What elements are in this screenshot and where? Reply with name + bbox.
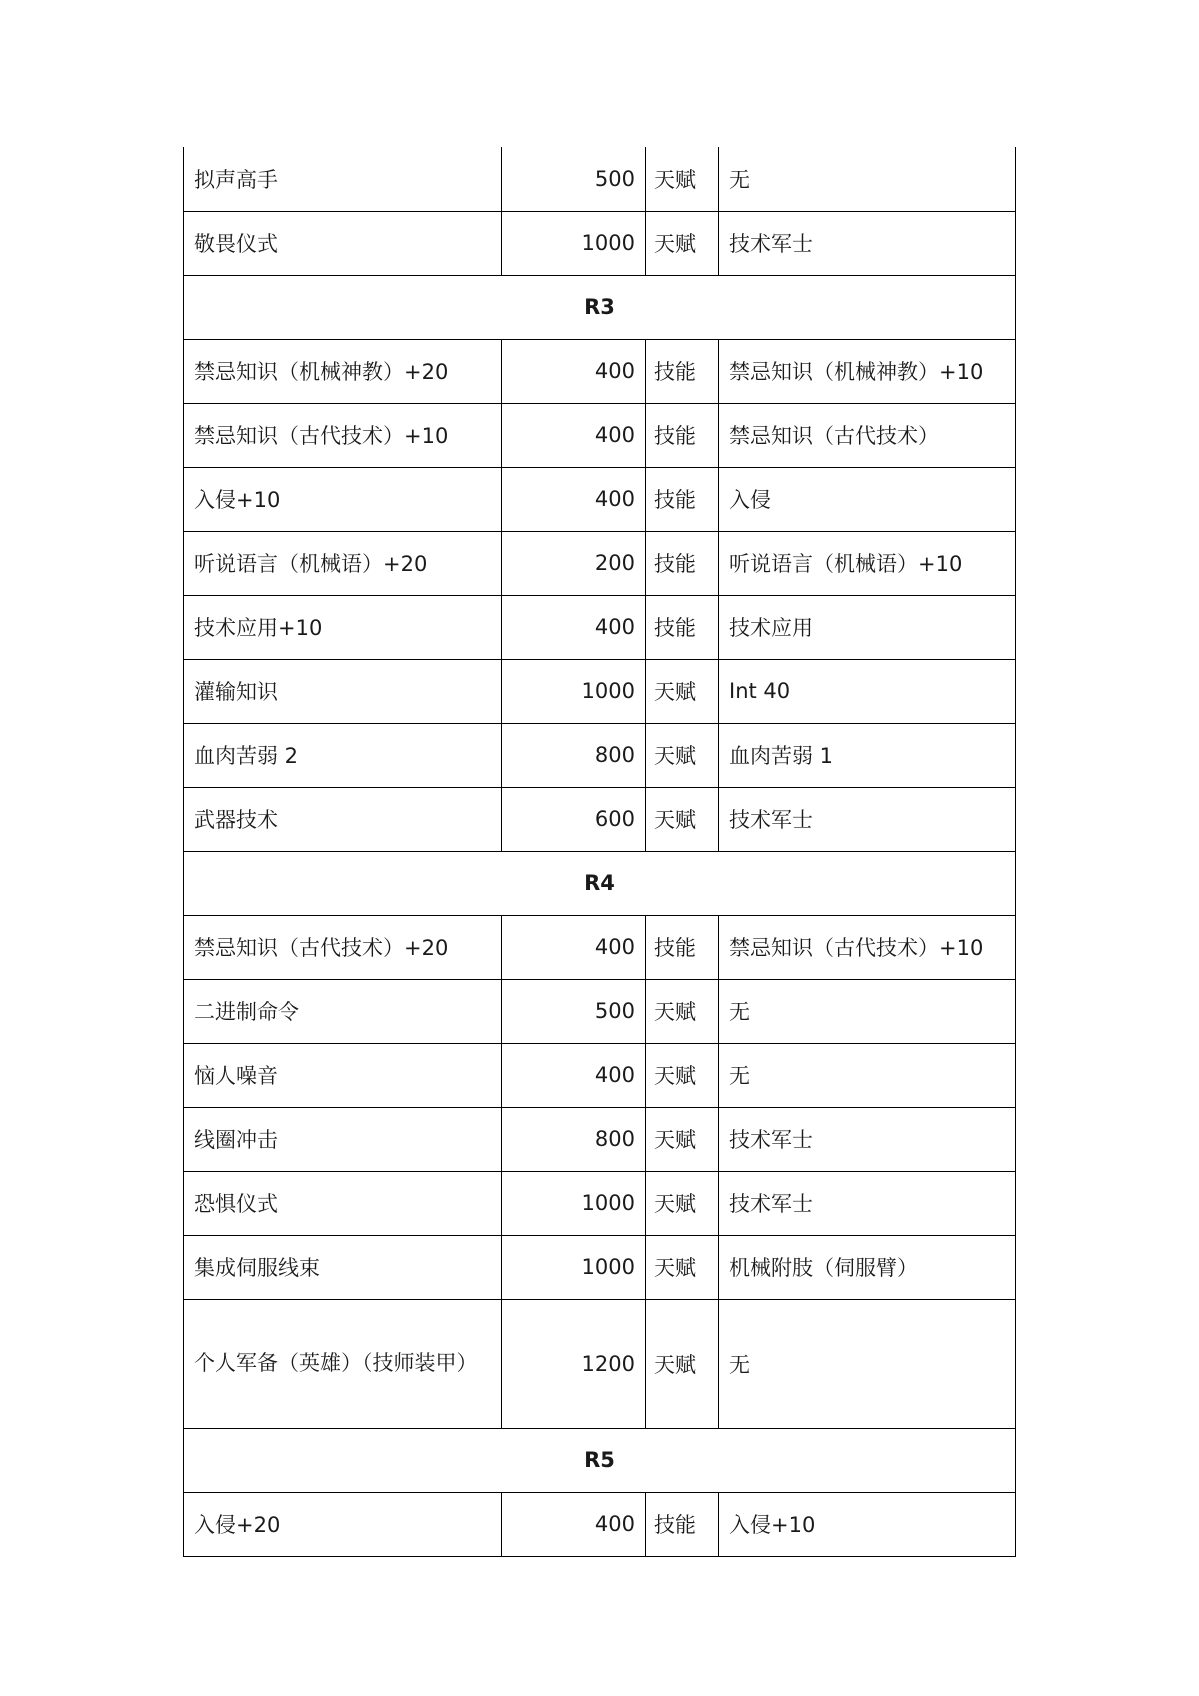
prerequisite-cell: 禁忌知识（机械神教）+10 <box>719 339 1016 403</box>
type-cell: 技能 <box>646 1492 719 1556</box>
prerequisite-cell: 听说语言（机械语）+10 <box>719 531 1016 595</box>
cost-cell: 800 <box>502 1107 646 1171</box>
table-row <box>184 723 1016 787</box>
prerequisite-cell: 技术军士 <box>719 211 1016 275</box>
rank-label: R4 <box>184 851 1016 915</box>
advance-name-cell: 二进制命令 <box>184 979 502 1043</box>
prerequisite-cell: 禁忌知识（古代技术）+10 <box>719 915 1016 979</box>
type-cell: 天赋 <box>646 1171 719 1235</box>
table-row <box>184 403 1016 467</box>
prerequisite-cell: 无 <box>719 1043 1016 1107</box>
type-cell: 天赋 <box>646 979 719 1043</box>
table-row <box>184 979 1016 1043</box>
prerequisite-cell: 技术军士 <box>719 787 1016 851</box>
type-cell: 天赋 <box>646 723 719 787</box>
prerequisite-cell: 禁忌知识（古代技术） <box>719 403 1016 467</box>
type-cell: 技能 <box>646 915 719 979</box>
type-cell: 技能 <box>646 403 719 467</box>
cost-cell: 500 <box>502 147 646 211</box>
advance-name-cell: 恐惧仪式 <box>184 1171 502 1235</box>
type-cell: 天赋 <box>646 1235 719 1299</box>
rank-header-row <box>184 851 1016 915</box>
rank-label: R5 <box>184 1428 1016 1492</box>
advance-name-cell: 入侵+20 <box>184 1492 502 1556</box>
cost-cell: 1200 <box>502 1299 646 1428</box>
advance-name-cell: 恼人噪音 <box>184 1043 502 1107</box>
table-row <box>184 339 1016 403</box>
type-cell: 天赋 <box>646 1107 719 1171</box>
cost-cell: 400 <box>502 595 646 659</box>
advance-name-cell: 武器技术 <box>184 787 502 851</box>
type-cell: 技能 <box>646 467 719 531</box>
type-cell: 天赋 <box>646 787 719 851</box>
advance-name-cell: 技术应用+10 <box>184 595 502 659</box>
type-cell: 技能 <box>646 339 719 403</box>
advance-name-cell: 禁忌知识（古代技术）+20 <box>184 915 502 979</box>
table-row <box>184 531 1016 595</box>
type-cell: 天赋 <box>646 1299 719 1428</box>
type-cell: 天赋 <box>646 659 719 723</box>
advance-name-cell: 线圈冲击 <box>184 1107 502 1171</box>
cost-cell: 400 <box>502 915 646 979</box>
cost-cell: 1000 <box>502 1171 646 1235</box>
table-row <box>184 1235 1016 1299</box>
table-row <box>184 787 1016 851</box>
rank-label: R3 <box>184 275 1016 339</box>
type-cell: 天赋 <box>646 211 719 275</box>
prerequisite-cell: 技术军士 <box>719 1107 1016 1171</box>
table-row <box>184 1107 1016 1171</box>
advance-name-cell: 灌输知识 <box>184 659 502 723</box>
rank-header-row <box>184 275 1016 339</box>
advance-name-cell: 血肉苦弱 2 <box>184 723 502 787</box>
prerequisite-cell: 无 <box>719 1299 1016 1428</box>
table-row <box>184 1171 1016 1235</box>
prerequisite-cell: Int 40 <box>719 659 1016 723</box>
type-cell: 天赋 <box>646 1043 719 1107</box>
cost-cell: 400 <box>502 339 646 403</box>
advance-name-cell: 入侵+10 <box>184 467 502 531</box>
cost-cell: 400 <box>502 403 646 467</box>
table-row <box>184 915 1016 979</box>
prerequisite-cell: 入侵 <box>719 467 1016 531</box>
table-row <box>184 147 1016 211</box>
advance-name-cell: 集成伺服线束 <box>184 1235 502 1299</box>
cost-cell: 800 <box>502 723 646 787</box>
advance-name-cell: 敬畏仪式 <box>184 211 502 275</box>
table-row <box>184 211 1016 275</box>
advance-name-cell: 听说语言（机械语）+20 <box>184 531 502 595</box>
table-row <box>184 1299 1016 1428</box>
cost-cell: 200 <box>502 531 646 595</box>
table-row <box>184 1043 1016 1107</box>
cost-cell: 400 <box>502 467 646 531</box>
cost-cell: 1000 <box>502 1235 646 1299</box>
advance-table <box>183 147 1016 1557</box>
cost-cell: 400 <box>502 1043 646 1107</box>
cost-cell: 400 <box>502 1492 646 1556</box>
prerequisite-cell: 技术军士 <box>719 1171 1016 1235</box>
cost-cell: 500 <box>502 979 646 1043</box>
table-row <box>184 1492 1016 1556</box>
cost-cell: 1000 <box>502 659 646 723</box>
rank-header-row <box>184 1428 1016 1492</box>
prerequisite-cell: 无 <box>719 979 1016 1043</box>
prerequisite-cell: 技术应用 <box>719 595 1016 659</box>
advance-name-cell: 禁忌知识（古代技术）+10 <box>184 403 502 467</box>
cost-cell: 1000 <box>502 211 646 275</box>
advance-name-cell: 拟声高手 <box>184 147 502 211</box>
prerequisite-cell: 血肉苦弱 1 <box>719 723 1016 787</box>
prerequisite-cell: 无 <box>719 147 1016 211</box>
advance-table-body <box>184 147 1016 1556</box>
type-cell: 天赋 <box>646 147 719 211</box>
advance-name-cell: 个人军备（英雄）（技师装甲） <box>184 1299 502 1428</box>
type-cell: 技能 <box>646 531 719 595</box>
prerequisite-cell: 机械附肢（伺服臂） <box>719 1235 1016 1299</box>
table-row <box>184 467 1016 531</box>
table-row <box>184 659 1016 723</box>
type-cell: 技能 <box>646 595 719 659</box>
advance-name-cell: 禁忌知识（机械神教）+20 <box>184 339 502 403</box>
table-row <box>184 595 1016 659</box>
prerequisite-cell: 入侵+10 <box>719 1492 1016 1556</box>
cost-cell: 600 <box>502 787 646 851</box>
